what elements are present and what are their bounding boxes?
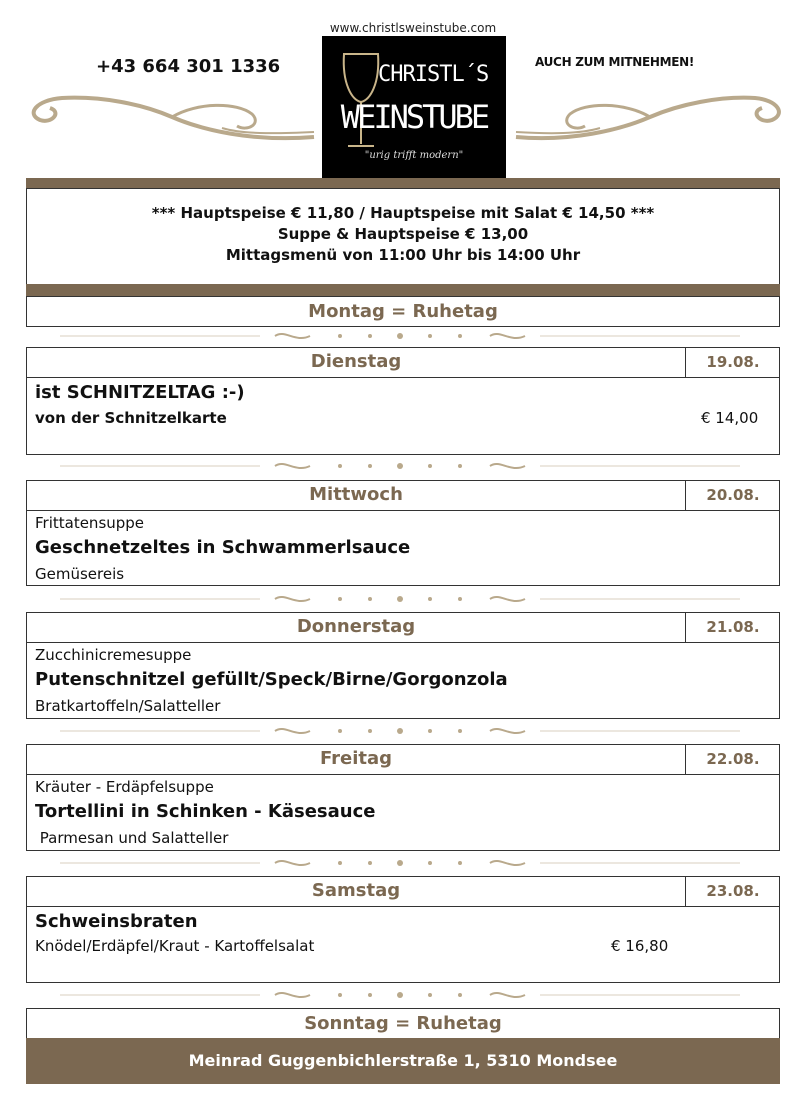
footer-address: Meinrad Guggenbichlerstraße 1, 5310 Mondsee [26,1038,780,1084]
day-name: Freitag [319,748,393,769]
side-dish: Bratkartoffeln/Salatteller [35,697,221,715]
side-dish: Knödel/Erdäpfel/Kraut - Kartoffelsalat [35,937,315,955]
website-url[interactable]: www.christlsweinstube.com [329,21,497,35]
divider-ornament [60,724,740,738]
dish-price: € 14,00 [701,409,759,427]
day-name: Samstag [311,880,401,901]
day-name: Dienstag [310,351,402,372]
soup: Frittatensuppe [35,514,145,532]
main-dish: Geschnetzeltes in Schwammerlsauce [35,537,411,558]
logo-tagline: "urig trifft modern" [364,150,464,161]
info-line1: *** Hauptspeise € 11,80 / Hauptspeise mit Salat € 14,50 *** [151,204,655,222]
right-swirl-ornament [510,82,785,152]
sunday-closed: Sonntag = Ruhetag [26,1008,780,1039]
day-date: 20.08. [685,481,780,510]
day-date: 23.08. [685,877,780,906]
logo-line2: WEINSTUBE [340,98,488,136]
left-swirl-ornament [22,82,322,152]
divider-ornament [60,592,740,606]
day-card-donnerstag [26,612,780,719]
side-dish: Gemüsereis [35,565,125,583]
side-dish: von der Schnitzelkarte [35,409,227,427]
day-card-freitag [26,744,780,851]
menu-info-box [26,188,780,286]
side-dish: Parmesan und Salatteller [35,829,229,847]
monday-closed: Montag = Ruhetag [26,296,780,327]
day-date: 22.08. [685,745,780,774]
day-card-mittwoch [26,480,780,586]
divider-ornament [60,329,740,343]
day-name: Mittwoch [309,484,403,505]
day-name: Donnerstag [296,616,416,637]
day-card-dienstag [26,347,780,455]
main-dish: ist SCHNITZELTAG :-) [35,382,245,403]
phone-number[interactable]: +43 664 301 1336 [96,56,281,77]
divider-ornament [60,459,740,473]
day-date: 21.08. [685,613,780,642]
divider-ornament [60,988,740,1002]
main-dish: Putenschnitzel gefüllt/Speck/Birne/Gorgonzola [35,669,508,690]
takeaway-note: AUCH ZUM MITNEHMEN! [535,55,695,69]
day-date: 19.08. [685,348,780,377]
divider-ornament [60,856,740,870]
main-dish: Tortellini in Schinken - Käsesauce [35,801,376,822]
info-line2: Suppe & Hauptspeise € 13,00 [277,225,529,243]
dish-price: € 16,80 [611,937,669,955]
soup: Kräuter - Erdäpfelsuppe [35,778,214,796]
info-divider-bar [26,284,780,296]
info-line3: Mittagsmenü von 11:00 Uhr bis 14:00 Uhr [225,246,581,264]
logo-line1: CHRISTL´S [378,62,489,87]
soup: Zucchinicremesuppe [35,646,192,664]
restaurant-logo [322,36,506,179]
main-dish: Schweinsbraten [35,911,198,932]
day-card-samstag [26,876,780,983]
